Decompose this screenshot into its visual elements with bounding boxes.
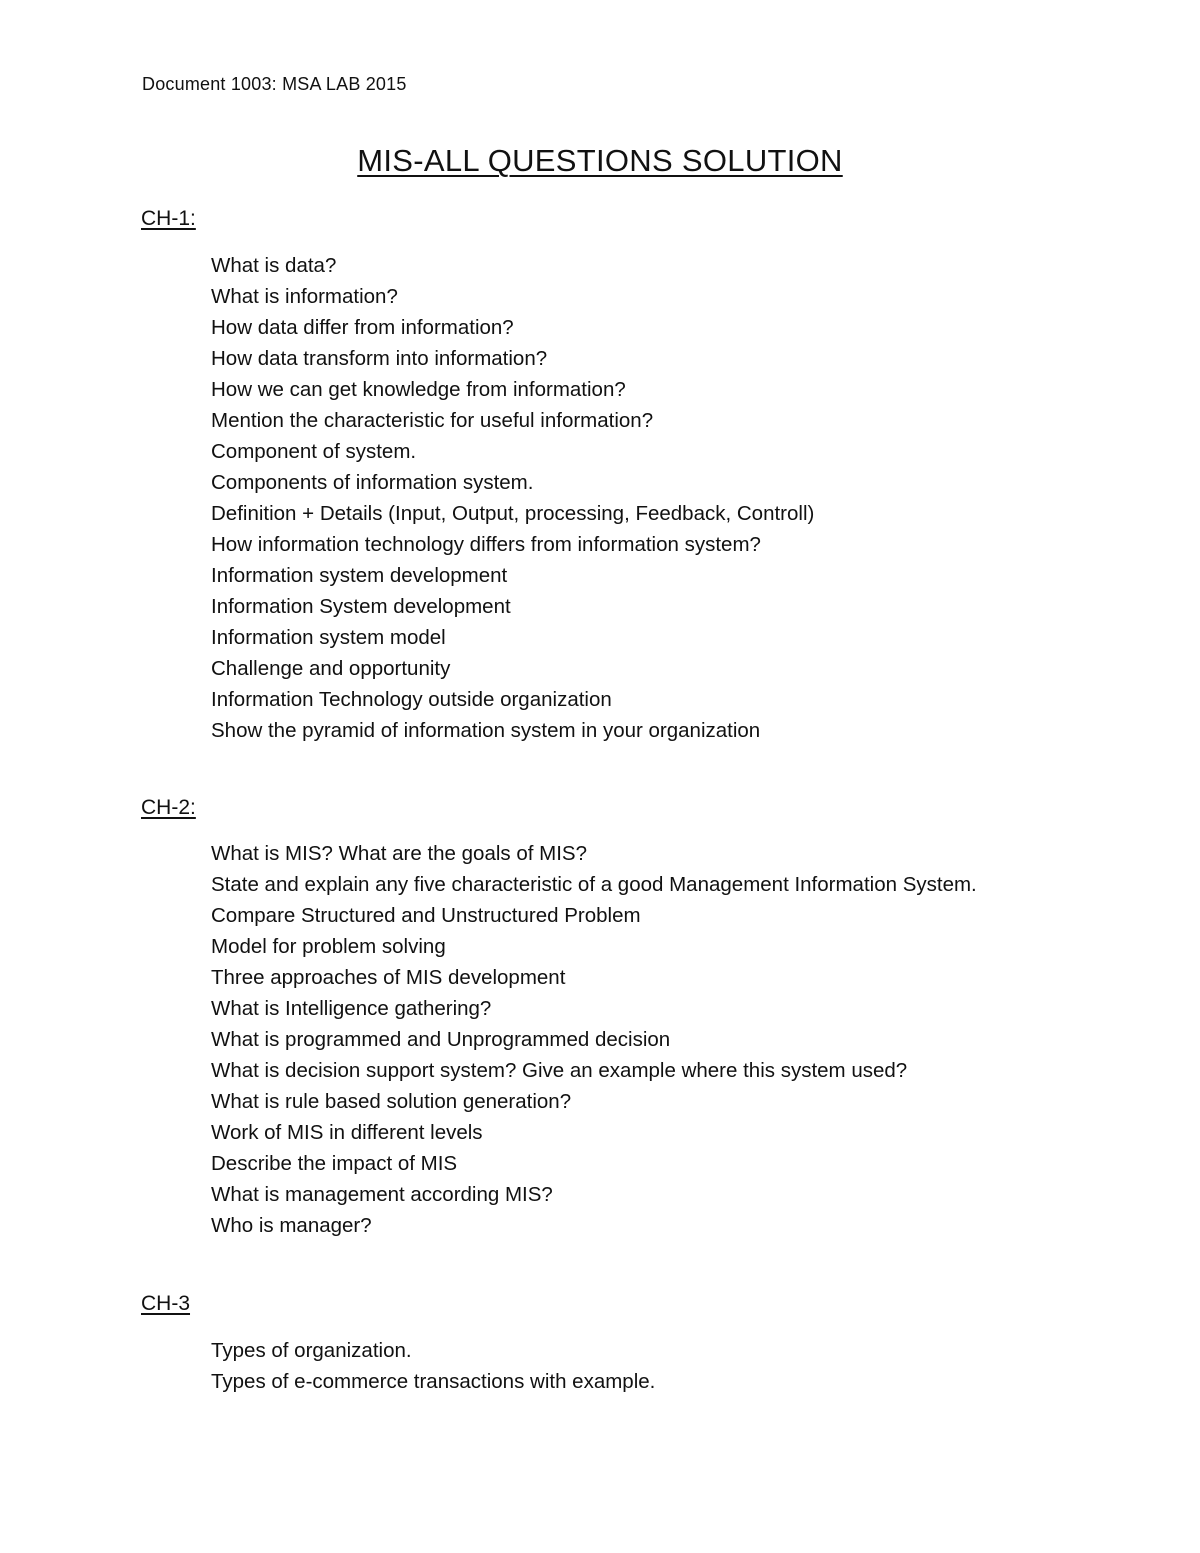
question-text: How information technology differs from information system?	[211, 533, 761, 556]
question-text: What is decision support system? Give an example where this system used?	[211, 1059, 908, 1082]
question-text: How we can get knowledge from information?	[211, 378, 626, 401]
question-text: Information system development	[211, 564, 508, 587]
question-text: Challenge and opportunity	[211, 657, 451, 680]
question-text: What is rule based solution generation?	[211, 1090, 572, 1113]
document-header: Document 1003: MSA LAB 2015	[142, 74, 407, 94]
question-text: Information system model	[211, 626, 446, 649]
question-text: Describe the impact of MIS	[211, 1152, 458, 1175]
question-text: How data differ from information?	[211, 316, 514, 339]
question-text: What is data?	[211, 254, 337, 277]
question-text: What is management according MIS?	[211, 1183, 553, 1206]
question-text: Types of organization.	[211, 1339, 412, 1362]
question-text: What is MIS? What are the goals of MIS?	[211, 842, 587, 865]
question-text: State and explain any five characteristic of a good Management Information System.	[211, 873, 977, 896]
question-text: Three approaches of MIS development	[211, 966, 566, 989]
page-title: MIS-ALL QUESTIONS SOLUTION	[357, 143, 843, 178]
question-text: What is programmed and Unprogrammed decision	[211, 1028, 671, 1051]
question-text: Mention the characteristic for useful information?	[211, 409, 654, 432]
question-text: How data transform into information?	[211, 347, 548, 370]
question-text: Model for problem solving	[211, 935, 446, 958]
question-text: What is Intelligence gathering?	[211, 997, 492, 1020]
chapter-heading-3: CH-3	[141, 1292, 191, 1315]
chapter-heading-1: CH-1:	[141, 207, 196, 230]
question-text: Work of MIS in different levels	[211, 1121, 483, 1144]
question-text: Definition + Details (Input, Output, processing, Feedback, Controll)	[211, 502, 815, 525]
question-text: Types of e-commerce transactions with example.	[211, 1370, 656, 1393]
question-text: Show the pyramid of information system in your organization	[211, 719, 761, 742]
question-text: Components of information system.	[211, 471, 534, 494]
question-text: Information System development	[211, 595, 511, 618]
question-text: Who is manager?	[211, 1214, 372, 1237]
question-text: Compare Structured and Unstructured Problem	[211, 904, 641, 927]
chapter-heading-2: CH-2:	[141, 796, 196, 819]
question-text: What is information?	[211, 285, 398, 308]
question-text: Information Technology outside organization	[211, 688, 612, 711]
question-text: Component of system.	[211, 440, 417, 463]
